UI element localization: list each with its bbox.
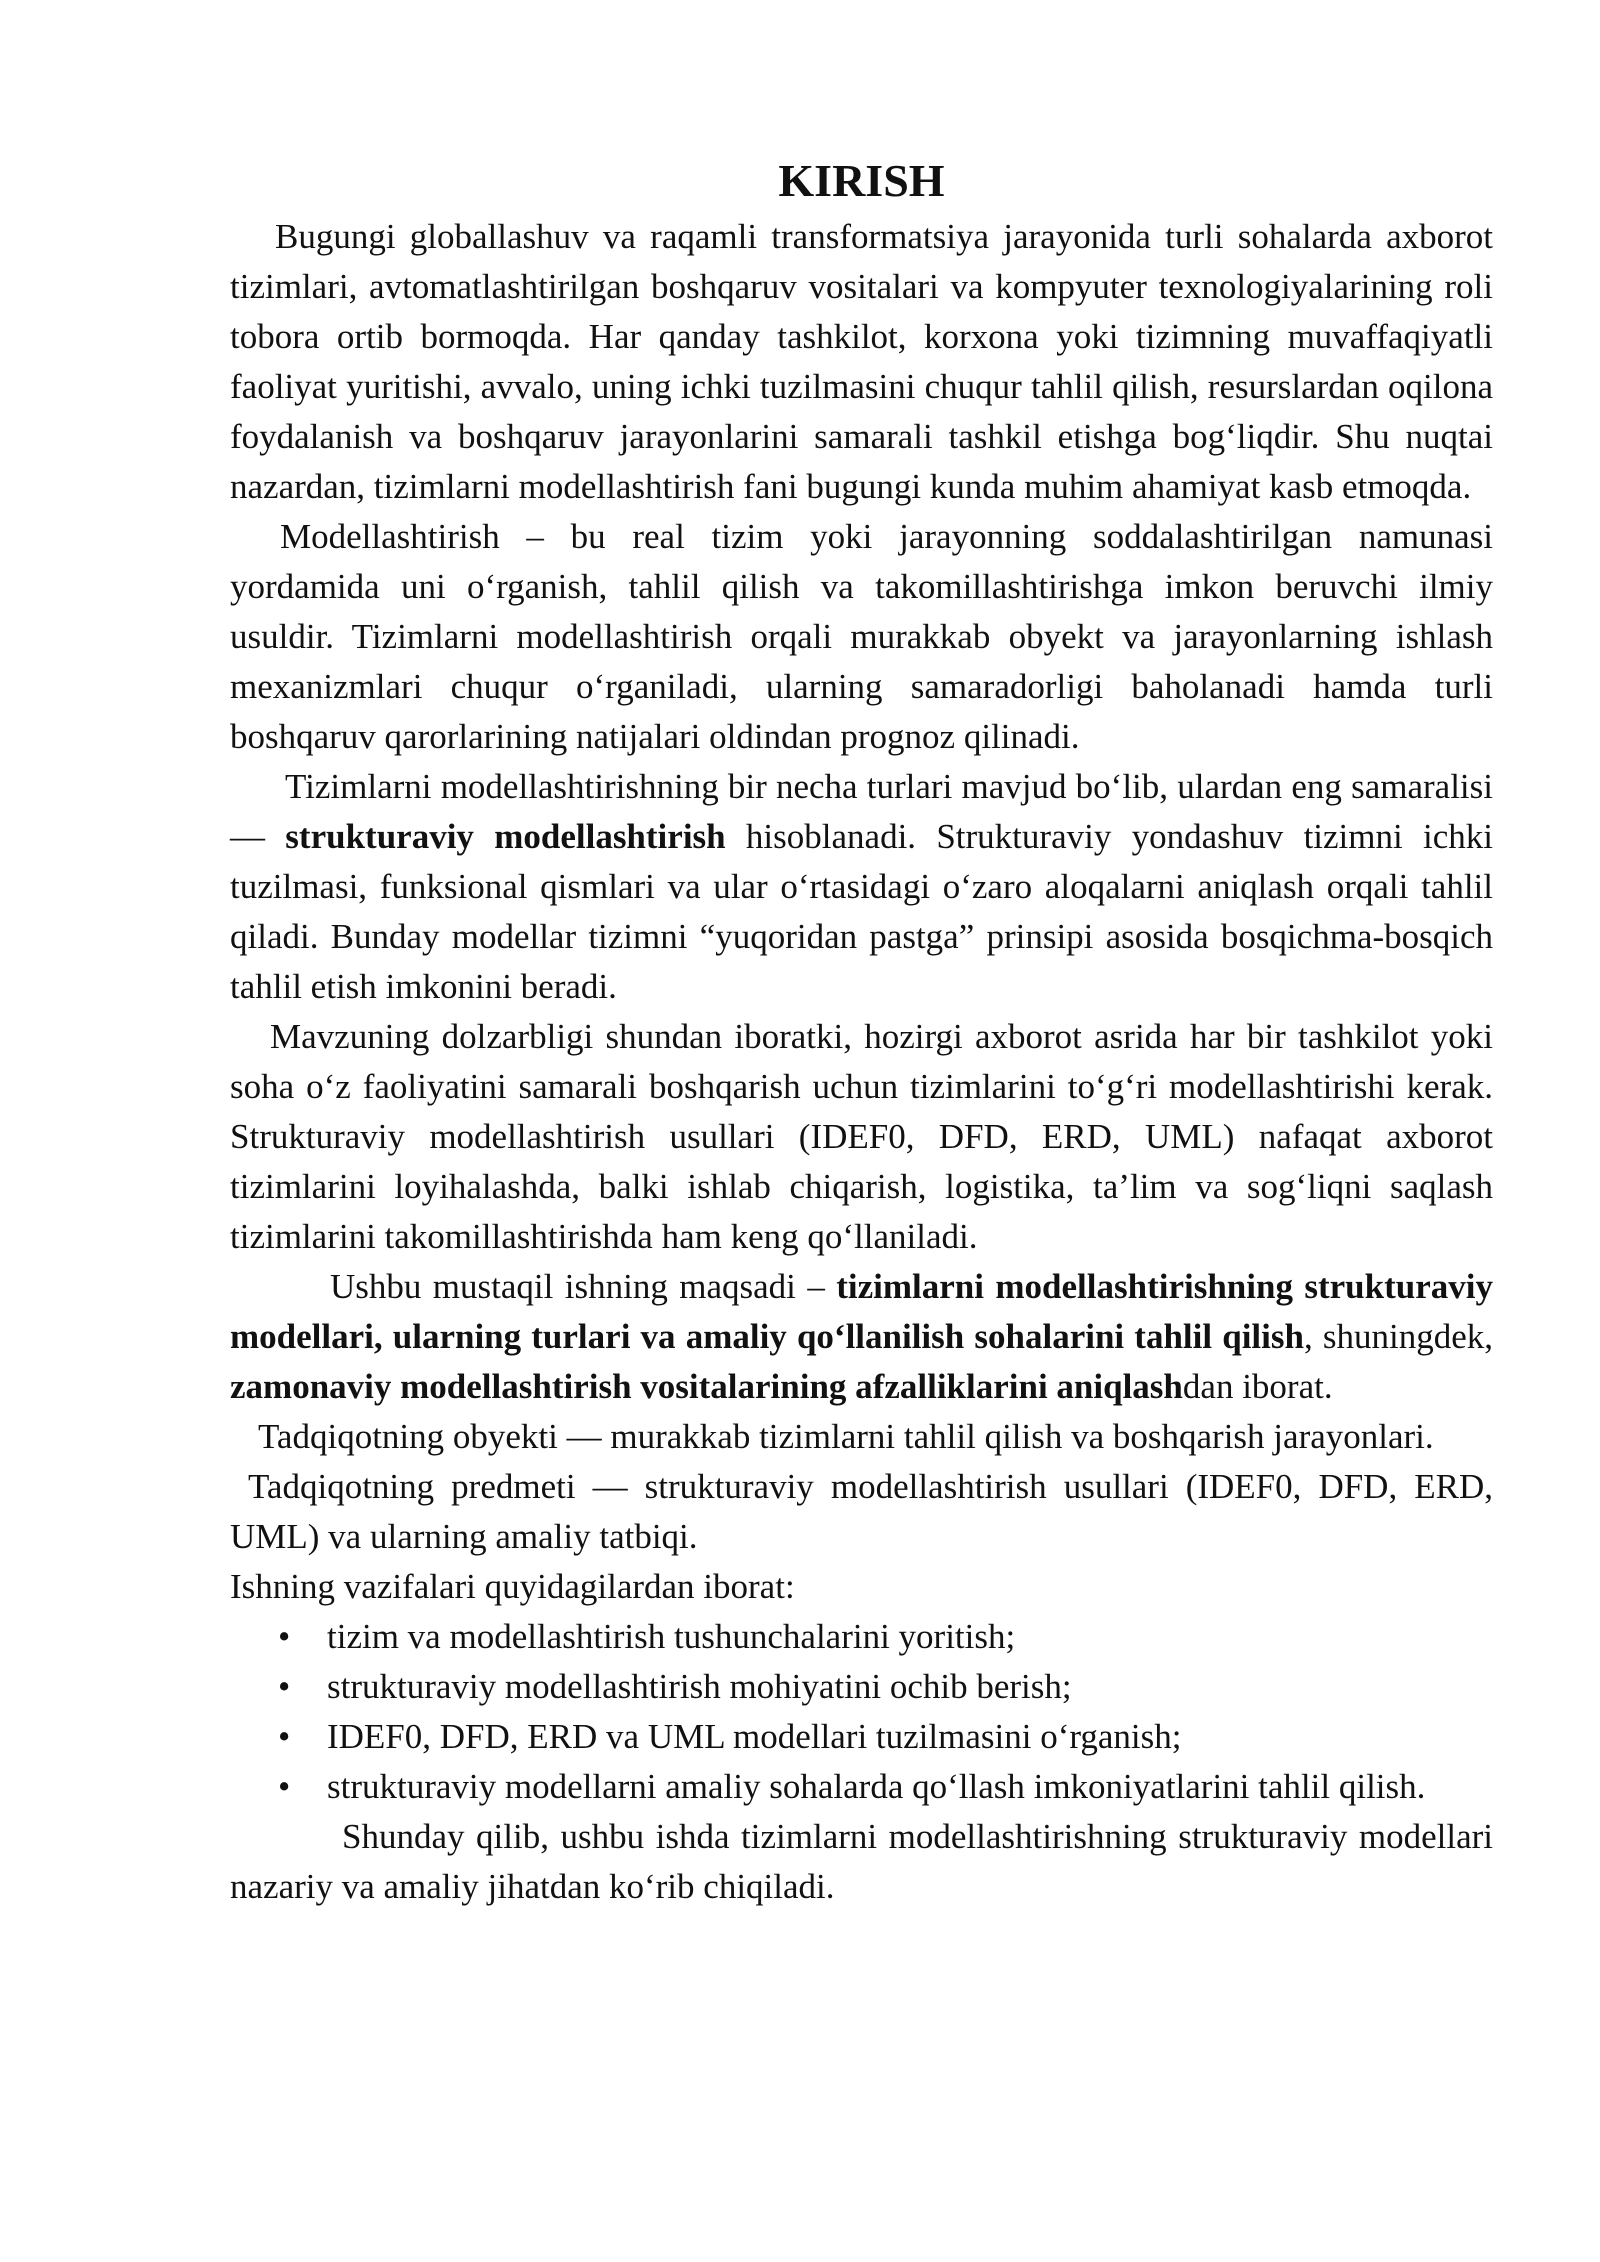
paragraph-tasks-intro: Ishning vazifalari quyidagilardan iborat: bbox=[230, 1567, 795, 1606]
paragraph-modelling-definition: Modellashtirish – bu real tizim yoki jarayonning soddalashtirilgan namunasi yordamida uni o‘rganish, tahlil qilish va takomillashtirishga imkon beruvchi ilmiy usuldir. Tizimlarni modellashtirish orqali murakkab obyekt va jarayonlarning ishlash mexanizmlari chuqur o‘rganiladi, ularning samaradorligi baholanadi hamda turli boshqaruv qarorlarining natijalari oldindan prognoz qilinadi. bbox=[230, 517, 1493, 756]
bold-term: strukturaviy modellashtirish bbox=[285, 817, 726, 856]
bold-goal-2: zamonaviy modellashtirish vositalarining afzalliklarini aniqlash bbox=[230, 1367, 1183, 1406]
page-title: KIRISH bbox=[778, 155, 945, 206]
paragraph-research-object: Tadqiqotning obyekti — murakkab tizimlarni tahlil qilish va boshqarish jarayonlari. bbox=[258, 1417, 1434, 1456]
bullet-icon: • bbox=[278, 1767, 291, 1806]
paragraph-goal bbox=[230, 1262, 1493, 1412]
list-item bbox=[230, 1762, 1493, 1812]
list-item-text: strukturaviy modellarni amaliy sohalarda qo‘llash imkoniyatlarini tahlil qilish. bbox=[327, 1767, 1426, 1806]
list-item bbox=[230, 1662, 1493, 1712]
paragraph-structural-modelling bbox=[230, 762, 1493, 1012]
bold-goal-1: tizimlarni modellashtirishning strukturaviy modellari, ularning turlari va amaliy qo‘llanilish sohalarini tahlil qilish bbox=[230, 1267, 1493, 1356]
bullet-icon: • bbox=[278, 1717, 291, 1756]
paragraph-relevance: Mavzuning dolzarbligi shundan iboratki, hozirgi axborot asrida har bir tashkilot yoki soha o‘z faoliyatini samarali boshqarish uchun tizimlarini to‘g‘ri modellashtirishi kerak. Strukturaviy modellashtirish usullari (IDEF0, DFD, ERD, UML) nafaqat axborot tizimlarini loyihalashda, balki ishlab chiqarish, logistika, ta’lim va sog‘liqni saqlash tizimlarini takomillashtirishda ham keng qo‘llaniladi. bbox=[230, 1017, 1493, 1256]
tasks-list bbox=[230, 1612, 1493, 1812]
paragraph-text: Ushbu mustaqil ishning maqsadi – bbox=[330, 1267, 837, 1306]
list-item-text: tizim va modellashtirish tushunchalarini yoritish; bbox=[327, 1617, 1016, 1656]
list-item-text: strukturaviy modellashtirish mohiyatini ochib berish; bbox=[327, 1667, 1072, 1706]
paragraph-conclusion: Shunday qilib, ushbu ishda tizimlarni modellashtirishning strukturaviy modellari nazariy va amaliy jihatdan ko‘rib chiqiladi. bbox=[230, 1817, 1493, 1906]
list-item bbox=[230, 1712, 1493, 1762]
paragraph-text: dan iborat. bbox=[1182, 1367, 1333, 1406]
paragraph-text: , shuningdek, bbox=[1303, 1317, 1493, 1356]
paragraph-research-subject: Tadqiqotning predmeti — strukturaviy modellashtirish usullari (IDEF0, DFD, ERD, UML) va ularning amaliy tatbiqi. bbox=[230, 1467, 1493, 1556]
list-item bbox=[230, 1612, 1493, 1662]
paragraph-text: hisoblanadi. Strukturaviy yondashuv tizimni ichki tuzilmasi, funksional qismlari va ular o‘rtasidagi o‘zaro aloqalarni aniqlash orqali tahlil qiladi. Bunday modellar tizimni “yuqoridan pastga” prinsipi asosida bosqichma-bosqich tahlil etish imkonini beradi. bbox=[230, 817, 1494, 1006]
bullet-icon: • bbox=[278, 1667, 291, 1706]
paragraph-text: Tizimlarni modellashtirishning bir necha turlari mavjud bo‘lib, ulardan eng samaralisi — bbox=[230, 767, 1493, 856]
bullet-icon: • bbox=[278, 1617, 291, 1656]
list-item-text: IDEF0, DFD, ERD va UML modellari tuzilmasini o‘rganish; bbox=[327, 1717, 1182, 1756]
document-page bbox=[230, 150, 1493, 1912]
paragraph-introduction: Bugungi globallashuv va raqamli transformatsiya jarayonida turli sohalarda axborot tizimlari, avtomatlashtirilgan boshqaruv vositalari va kompyuter texnologiyalarining roli tobora ortib bormoqda. Har qanday tashkilot, korxona yoki tizimning muvaffaqiyatli faoliyat yuritishi, avvalo, uning ichki tuzilmasini chuqur tahlil qilish, resurslardan oqilona foydalanish va boshqaruv jarayonlarini samarali tashkil etishga bog‘liqdir. Shu nuqtai nazardan, tizimlarni modellashtirish fani bugungi kunda muhim ahamiyat kasb etmoqda. bbox=[230, 217, 1493, 506]
